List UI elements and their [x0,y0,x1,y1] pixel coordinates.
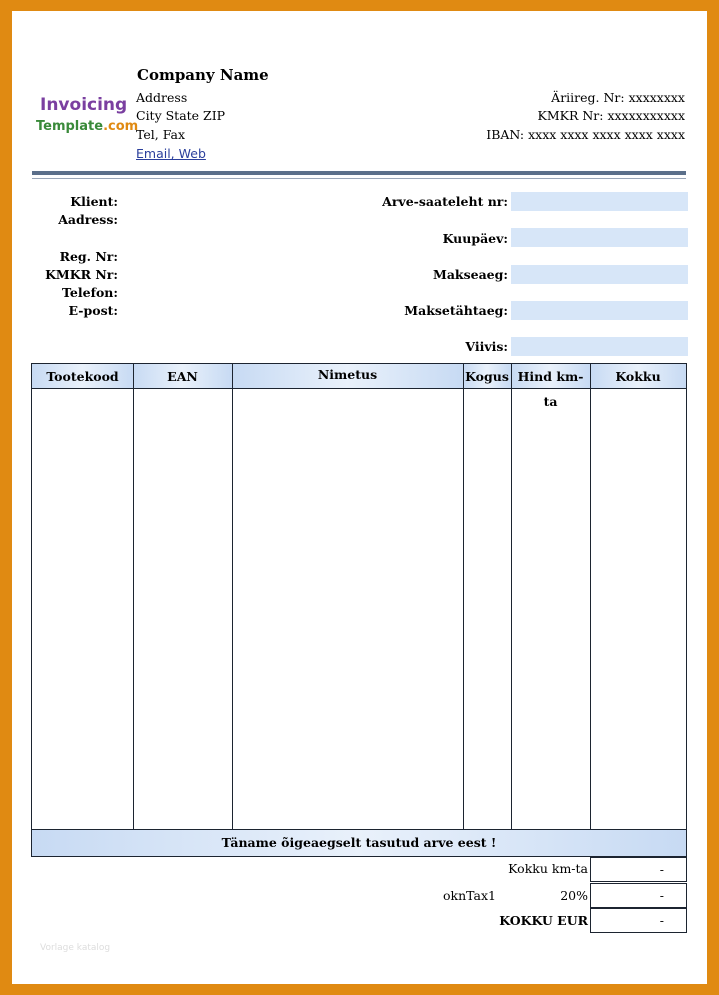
arireg-number: Äriireg. Nr: xxxxxxxx [551,90,685,105]
header-rule [32,171,686,175]
col-divider [463,364,464,830]
tax-label: oknTax1 [443,888,496,903]
header-rule-thin [32,178,686,179]
company-name: Company Name [137,66,269,84]
penalty-field[interactable] [511,337,688,356]
company-address: Address [136,90,188,105]
col-header-product-code: Tootekood [32,364,133,389]
col-header-quantity: Kogus [463,364,511,389]
email-label: E-post: [68,303,118,318]
watermark: Vorlage katalog [40,943,111,953]
payment-terms-label: Makseaeg: [433,267,508,282]
subtotal-label: Kokku km-ta [508,861,588,876]
col-header-total: Kokku [590,364,686,389]
reg-label: Reg. Nr: [59,249,118,264]
tax-value: - [590,883,687,908]
kmkr-label: KMKR Nr: [45,267,118,282]
phone-label: Telefon: [62,285,118,300]
client-label: Klient: [70,194,118,209]
col-divider [232,364,233,830]
penalty-label: Viivis: [465,339,508,354]
due-date-field[interactable] [511,301,688,320]
col-divider [511,364,512,830]
kmkr-number: KMKR Nr: xxxxxxxxxxx [537,108,685,123]
thank-you-row: Täname õigeaegselt tasutud arve eest ! [32,829,686,856]
tax-rate: 20% [560,888,588,903]
logo-com: .com [103,119,139,134]
col-header-name: Nimetus [232,364,463,389]
items-table [31,363,687,857]
address-label: Aadress: [58,212,118,227]
payment-terms-field[interactable] [511,265,688,284]
date-field[interactable] [511,228,688,247]
grand-total-label: KOKKU EUR [499,913,588,928]
col-header-unit-price: Hind km-ta [511,364,590,389]
company-email-web-link[interactable]: Email, Web [136,146,206,161]
grand-total-value: - [590,908,687,933]
invoice-number-field[interactable] [511,192,688,211]
logo-text-bottom [36,119,138,134]
logo-template: Template [36,119,104,134]
due-date-label: Maksetähtaeg: [404,303,508,318]
company-tel: Tel, Fax [136,127,186,142]
logo-text-top [40,95,127,115]
invoice-number-label: Arve-saateleht nr: [382,194,508,209]
subtotal-value: - [590,857,687,882]
logo-invoicing: Invoicing [40,95,128,115]
iban-number: IBAN: xxxx xxxx xxxx xxxx xxxx [486,127,685,142]
col-header-ean: EAN [133,364,232,389]
date-label: Kuupäev: [442,231,508,246]
col-divider [133,364,134,830]
col-divider [590,364,591,830]
invoice-page [12,11,707,984]
company-city: City State ZIP [136,108,226,123]
